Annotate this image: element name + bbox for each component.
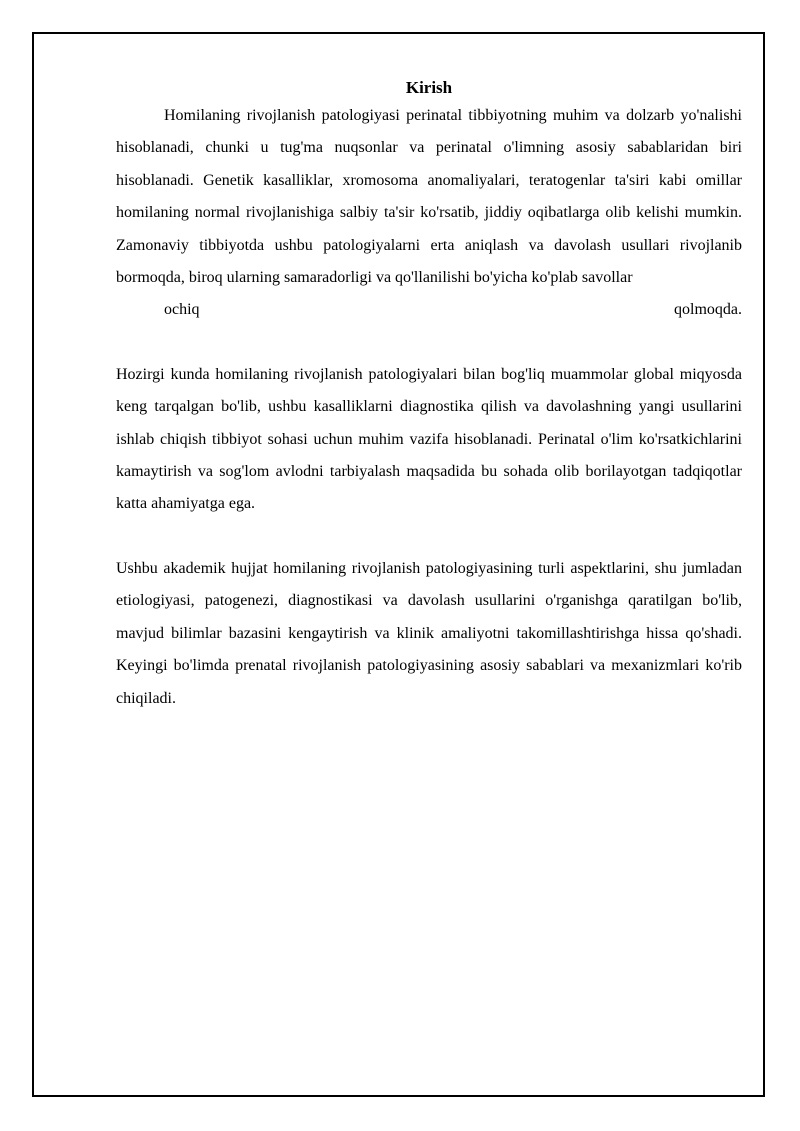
paragraph-2: Hozirgi kunda homilaning rivojlanish patologiyalari bilan bog'liq muammolar global miqyosda keng tarqalgan bo'lib, ushbu kasalliklarni diagnostika qilish va davolashning yangi usullarini ishlab chiqish tibbiyot sohasi uchun muhim vazifa hisoblanadi. Perinatal o'lim ko'rsatkichlarini kamaytirish va sog'lom avlodni tarbiyalash maqsadida bu sohada olib borilayotgan tadqiqotlar katta ahamiyatga ega.: [116, 365, 742, 513]
paragraph-1: [116, 100, 742, 327]
paragraph-1-text: Homilaning rivojlanish patologiyasi perinatal tibbiyotning muhim va dolzarb yo'nalishi hisoblanadi, chunki u tug'ma nuqsonlar va perinatal o'limning asosiy sabablaridan biri hisoblanadi. Genetik kasalliklar, xromosoma anomaliyalari, teratogenlar ta'siri kabi omillar homilaning normal rivojlanishiga salbiy ta'sir ko'rsatib, jiddiy oqibatlarga olib kelishi mumkin. Zamonaviy tibbiyotda ushbu patologiyalarni erta aniqlash va davolash usullari rivojlanib bormoqda, biroq ularning samaradorligi va qo'llanilishi bo'yicha ko'plab savollar: [116, 107, 742, 287]
paragraph-1-last-line: ochiq qolmoqda.: [164, 301, 742, 319]
paragraph-spacer: [116, 327, 742, 359]
document-title: Kirish: [405, 78, 453, 97]
paragraph-3: Ushbu akademik hujjat homilaning rivojlanish patologiyasining turli aspektlarini, shu jumladan etiologiyasi, patogenezi, diagnostikasi va davolash usullarini o'rganishga qaratilgan bo'lib, mavjud bilimlar bazasini kengaytirish va klinik amaliyotni takomillashtirishga hissa qo'shadi. Keyingi bo'limda prenatal rivojlanish patologiyasining asosiy sabablari va mexanizmlari ko'rib chiqiladi.: [116, 559, 742, 707]
document-body: [116, 76, 742, 715]
paragraph-spacer: [116, 521, 742, 553]
